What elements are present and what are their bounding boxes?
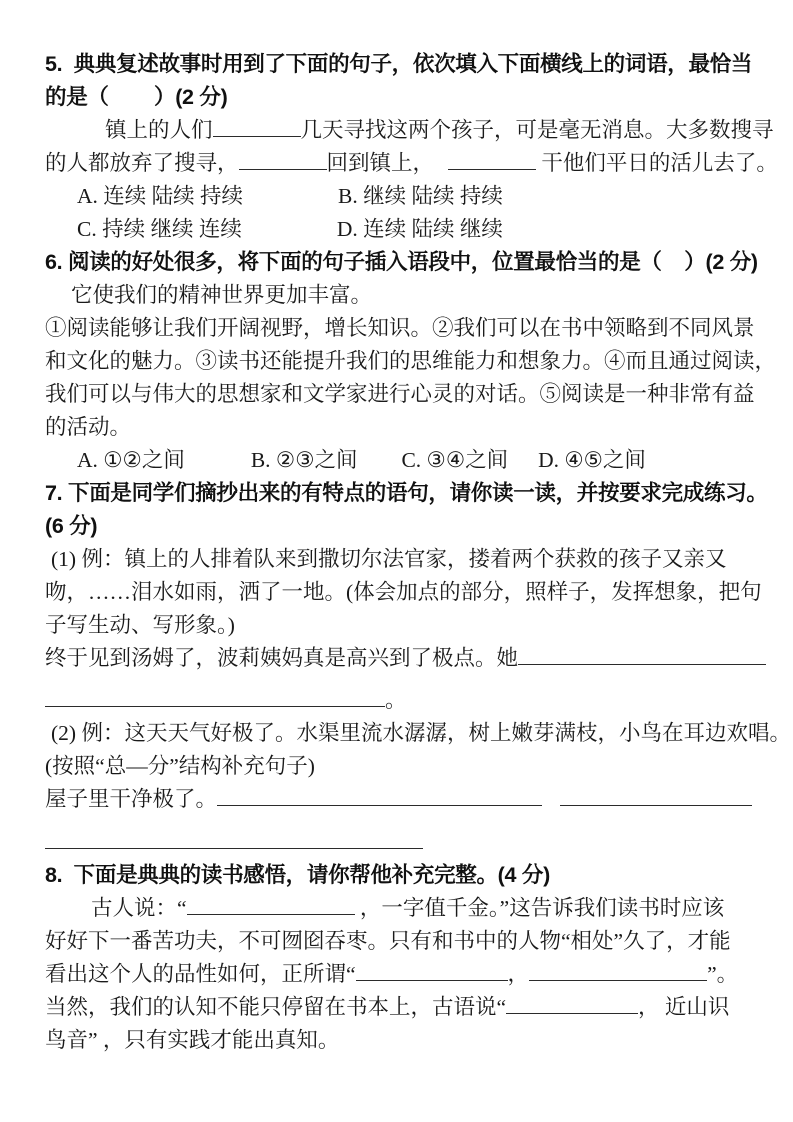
q5-stem-line-1 [45,48,773,81]
text-segment: 古人说：“ [91,896,187,920]
blank-underline [518,662,766,665]
q7-part1-example-line-1 [45,543,773,576]
text-segment: (按照“总—分”结构补充句子) [45,754,315,778]
blank-underline [45,846,423,849]
text-segment: C. ③④之间 [401,448,509,472]
q7-part2-example-line-2 [45,750,773,783]
text-segment: ①阅读能够让我们开阔视野，增长知识。②我们可以在书中领略到不同风景 [45,316,755,340]
spacer [434,169,448,170]
text-segment: ”。 [707,962,739,986]
spacer [243,202,338,203]
q5-passage-line-2 [45,147,778,180]
exam-content [45,48,791,1057]
q6-paragraph-line-3 [45,378,773,411]
text-segment: B. ②③之间 [250,448,358,472]
q6-stem [45,246,773,279]
text-segment: (2) 例：这天天气好极了。水渠里流水潺潺，树上嫩芽满枝，小鸟在耳边欢唱。 [51,721,791,745]
text-segment: A. ①②之间 [77,448,185,472]
text-segment: 8. 下面是典典的读书感悟，请你帮他补充完整。(4 分) [45,863,550,887]
text-segment: A. 连续 陆续 持续 [77,184,244,208]
blank-underline [356,978,508,981]
blank-underline [187,912,355,915]
text-segment: 吻，……泪水如雨，洒了一地。(体会加点的部分，照样子，发挥想象，把句 [45,580,762,604]
text-segment: 我们可以与伟大的思想家和文学家进行心灵的对话。⑤阅读是一种非常有益 [45,382,755,406]
text-segment: 终于见到汤姆了，波莉姨妈真是高兴到了极点。她 [45,646,519,670]
q6-question [45,246,777,477]
blank-underline [560,803,752,806]
q7-part2-answer-line-1 [45,783,773,816]
spacer [242,235,337,236]
text-segment: 5. 典典复述故事时用到了下面的句子，依次填入下面横线上的词语，最恰当 [45,52,753,76]
text-segment: (6 分) [45,514,98,538]
q5-question [45,48,778,246]
text-segment: C. 持续 继续 连续 [77,217,242,241]
text-segment: 几天寻找这两个孩子，可是毫无消息。大多数搜寻 [300,118,774,142]
q5-passage-line-1 [45,114,773,147]
blank-underline [506,1011,638,1014]
text-segment: 子写生动、写形象。) [45,613,235,637]
q8-question [45,859,773,1057]
text-segment: 的人都放弃了搜寻， [45,151,239,175]
q8-body-line-2 [45,925,773,958]
q7-part1-example-line-2 [45,576,773,609]
q7-part1-answer-line-1 [45,642,773,675]
text-segment: 干他们平日的活儿去了。 [536,151,778,175]
text-segment: D. 连续 陆续 继续 [336,217,503,241]
blank-underline [239,167,327,170]
q6-paragraph-line-2 [45,345,777,378]
blank-underline [213,134,301,137]
text-segment: 屋子里干净极了。 [45,787,218,811]
text-segment: 好好下一番苦功夫，不可囫囵吞枣。只有和书中的人物“相处”久了，才能 [45,929,731,953]
text-segment: ， 近山识 [638,995,730,1019]
text-segment: 的活动。 [45,415,132,439]
q6-paragraph-line-1 [45,312,773,345]
q8-body-line-3 [45,958,773,991]
q7-part2-answer-line-2 [45,826,773,859]
q7-question [45,477,791,859]
blank-underline [529,978,707,981]
q7-part2-example-line-1 [45,717,791,750]
q6-options-row [45,444,773,477]
text-segment: ，一字值千金。”这告诉我们读书时应该 [354,896,725,920]
q8-body-line-4 [45,991,773,1024]
blank-underline [45,704,385,707]
text-segment: 和文化的魅力。③读书还能提升我们的思维能力和想象力。④而且通过阅读， [45,349,777,373]
blank-underline [448,167,536,170]
text-segment: 它使我们的精神世界更加丰富。 [71,283,373,307]
text-segment: 6. 阅读的好处很多，将下面的句子插入语段中，位置最恰当的是（ ）(2 分) [45,250,758,274]
q8-stem [45,859,773,892]
q7-part1-example-line-3 [45,609,773,642]
text-segment: 镇上的人们 [105,118,213,142]
text-segment: D. ④⑤之间 [538,448,646,472]
blank-underline [217,803,542,806]
text-segment: 7. 下面是同学们摘抄出来的有特点的语句，请你读一读，并按要求完成练习。 [45,481,768,505]
q5-options-row-2 [45,213,773,246]
spacer [185,466,251,467]
spacer [542,805,560,806]
q6-insert-sentence [45,279,773,312]
text-segment: 当然，我们的认知不能只停留在书本上，古语说“ [45,995,507,1019]
q7-part1-answer-line-2 [45,684,773,717]
text-segment: 的是（ ）(2 分) [45,85,228,109]
text-segment: 看出这个人的品性如何，正所谓“ [45,962,356,986]
q8-body-line-5 [45,1024,773,1057]
spacer [357,466,401,467]
q6-paragraph-line-4 [45,411,773,444]
q7-stem-line-1 [45,477,773,510]
text-segment: B. 继续 陆续 持续 [338,184,503,208]
text-segment: 鸟音” ，只有实践才能出真知。 [45,1028,340,1052]
text-segment: 回到镇上， [326,151,435,175]
q5-stem-line-2 [45,81,773,114]
text-segment: 。 [385,688,407,712]
text-segment: ， [507,962,530,986]
q8-body-line-1 [45,892,773,925]
spacer [508,466,538,467]
q5-options-row-1 [45,180,773,213]
text-segment: (1) 例：镇上的人排着队来到撒切尔法官家，搂着两个获救的孩子又亲又 [51,547,727,571]
q7-stem-line-2 [45,510,773,543]
